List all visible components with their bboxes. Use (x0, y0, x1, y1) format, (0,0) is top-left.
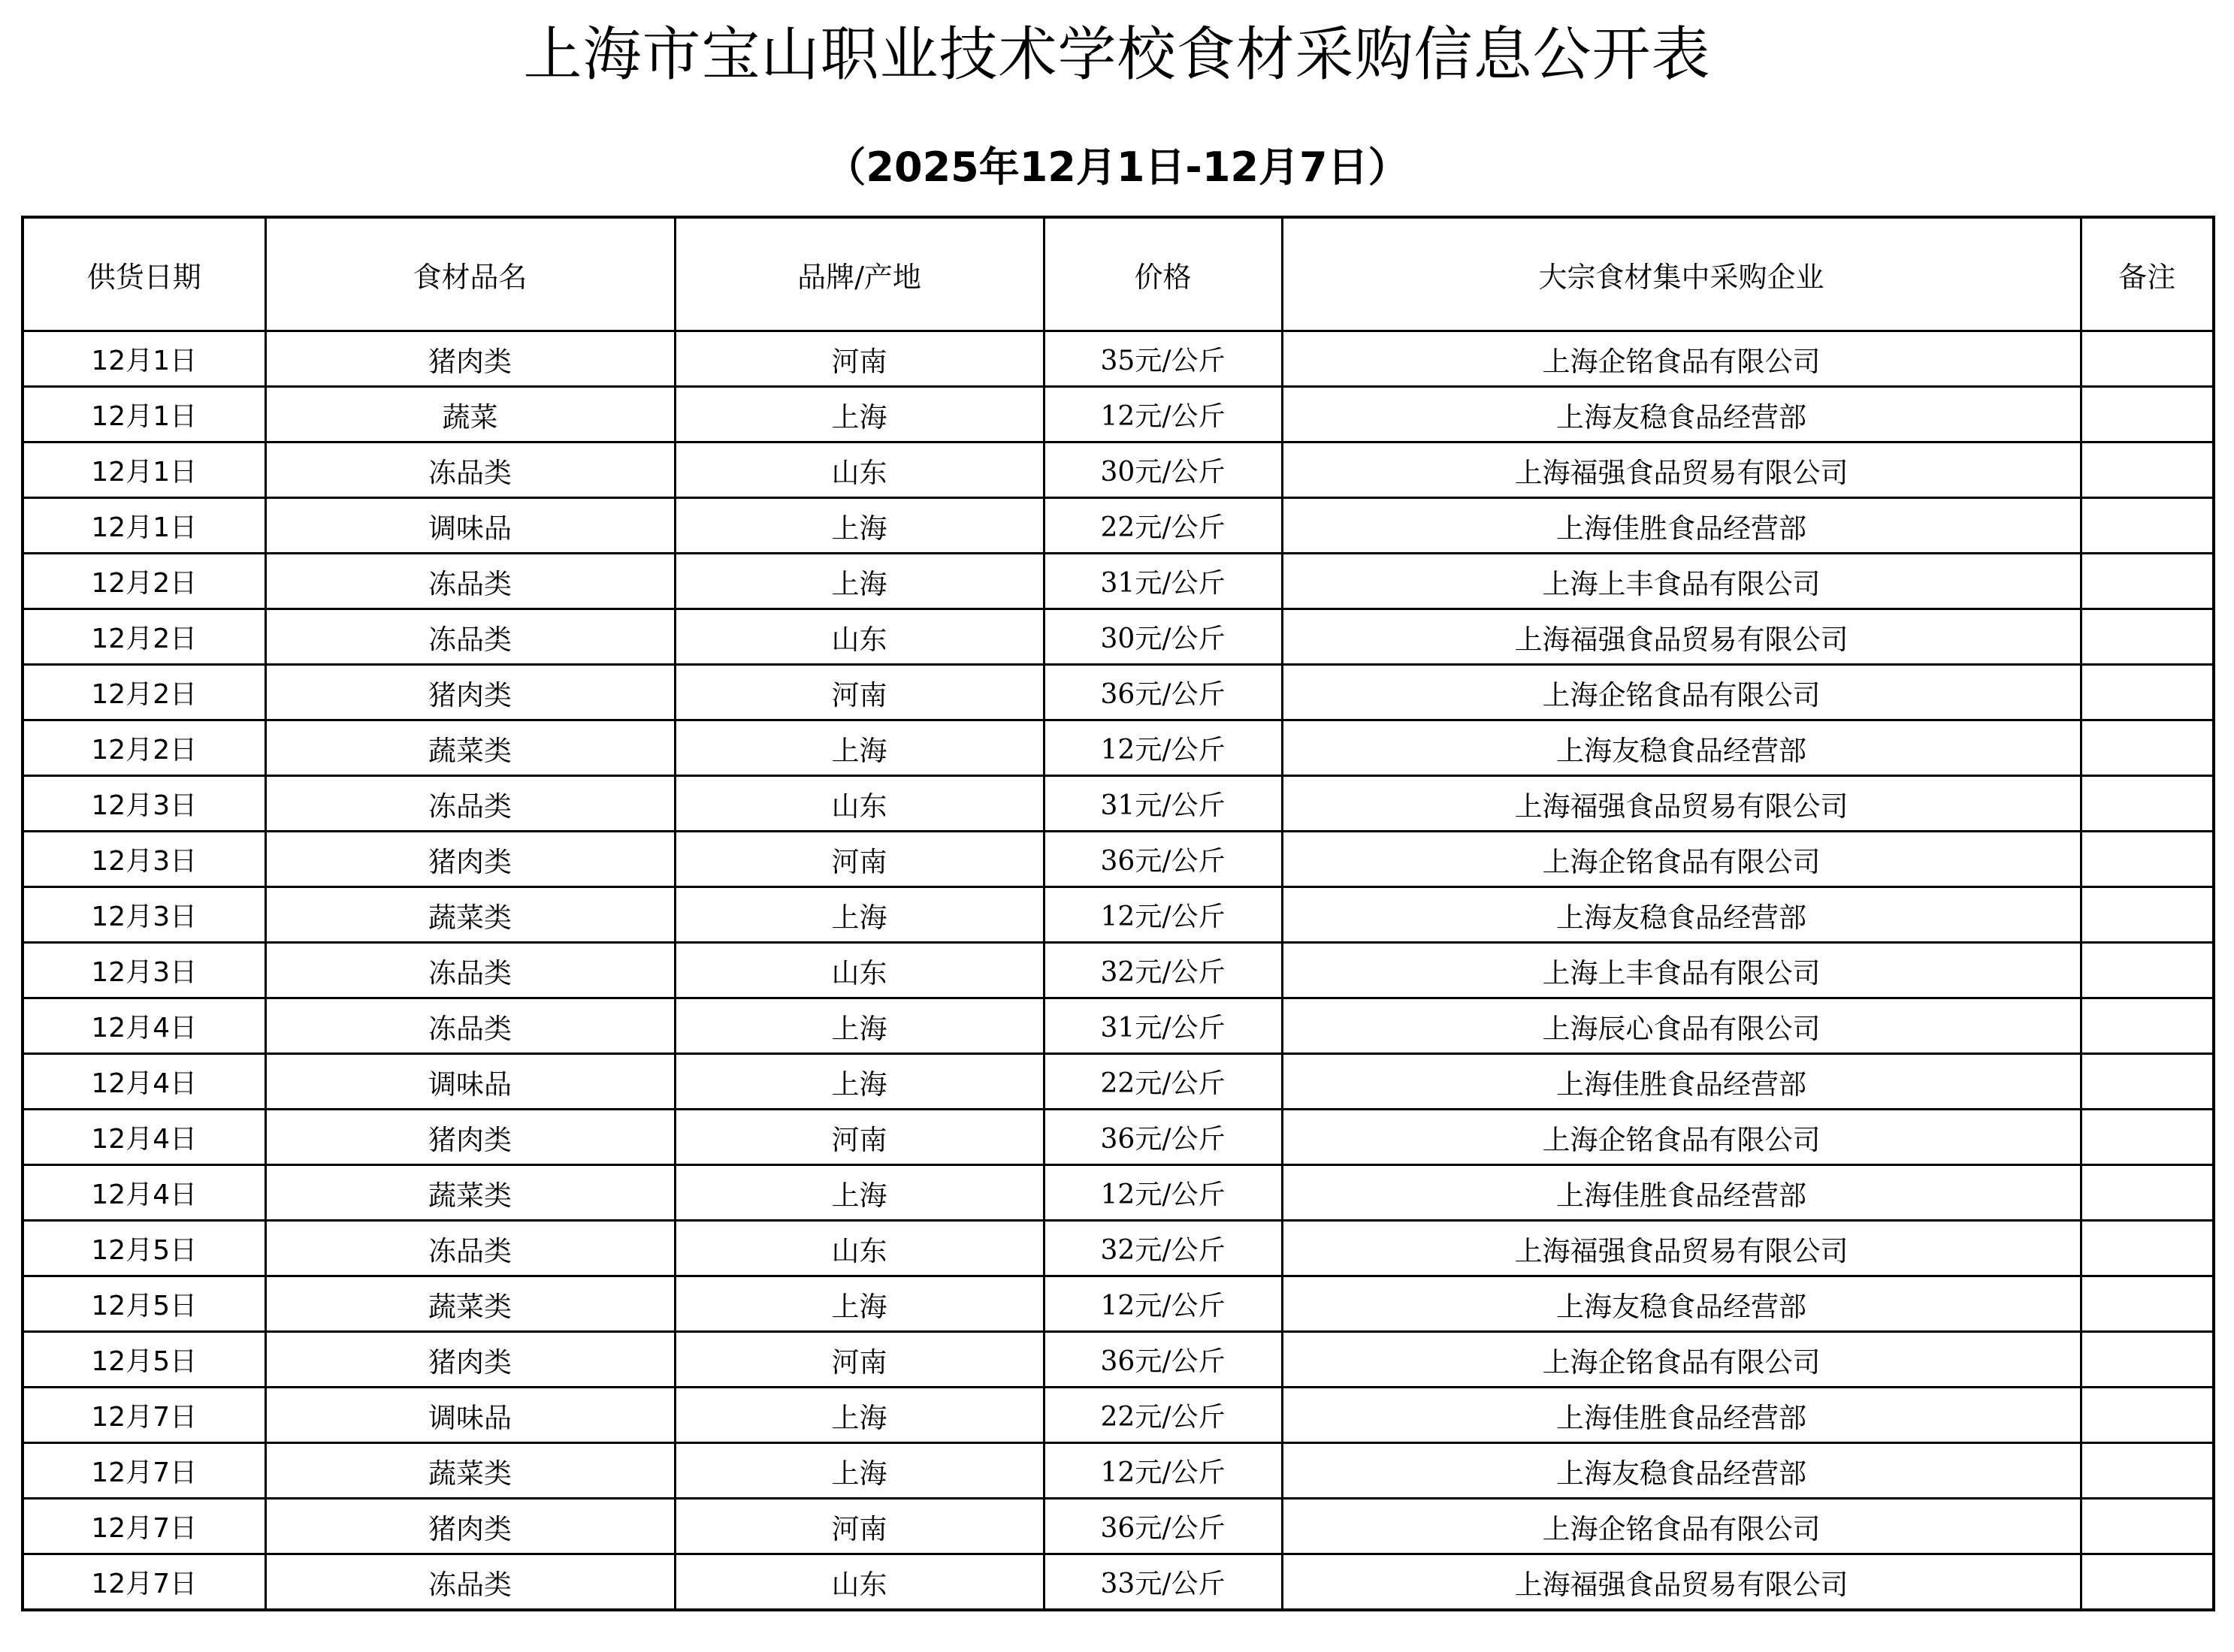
cell-note (2081, 1054, 2214, 1110)
table-row (23, 1443, 2214, 1499)
cell-supplier: 上海福强食品贸易有限公司 (1282, 1221, 2081, 1276)
table-row (23, 1276, 2214, 1332)
cell-date: 12月5日 (23, 1221, 265, 1276)
cell-item: 冻品类 (265, 943, 675, 998)
table-row (23, 1388, 2214, 1443)
table-row (23, 609, 2214, 665)
table-header (23, 217, 2214, 331)
cell-supplier: 上海福强食品贸易有限公司 (1282, 1554, 2081, 1611)
cell-price: 30元/公斤 (1044, 442, 1282, 498)
header-item: 食材品名 (265, 217, 675, 331)
cell-item: 猪肉类 (265, 665, 675, 720)
cell-note (2081, 943, 2214, 998)
table-row (23, 1110, 2214, 1165)
cell-date: 12月3日 (23, 943, 265, 998)
cell-note (2081, 665, 2214, 720)
cell-item: 蔬菜类 (265, 887, 675, 943)
cell-date: 12月4日 (23, 998, 265, 1054)
cell-item: 猪肉类 (265, 1499, 675, 1554)
cell-brand: 上海 (675, 1443, 1044, 1499)
cell-note (2081, 1221, 2214, 1276)
cell-supplier: 上海友稳食品经营部 (1282, 387, 2081, 442)
cell-supplier: 上海企铭食品有限公司 (1282, 1110, 2081, 1165)
cell-item: 冻品类 (265, 1221, 675, 1276)
cell-note (2081, 609, 2214, 665)
cell-note (2081, 832, 2214, 887)
table-row (23, 442, 2214, 498)
cell-supplier: 上海佳胜食品经营部 (1282, 1388, 2081, 1443)
cell-price: 36元/公斤 (1044, 1332, 1282, 1388)
cell-note (2081, 387, 2214, 442)
header-date: 供货日期 (23, 217, 265, 331)
cell-supplier: 上海佳胜食品经营部 (1282, 1054, 2081, 1110)
cell-price: 36元/公斤 (1044, 1110, 1282, 1165)
table-row (23, 887, 2214, 943)
cell-price: 33元/公斤 (1044, 1554, 1282, 1611)
cell-note (2081, 776, 2214, 832)
cell-supplier: 上海上丰食品有限公司 (1282, 554, 2081, 609)
procurement-table (21, 216, 2215, 1611)
header-supplier: 大宗食材集中采购企业 (1282, 217, 2081, 331)
cell-date: 12月2日 (23, 720, 265, 776)
cell-price: 36元/公斤 (1044, 1499, 1282, 1554)
cell-date: 12月2日 (23, 609, 265, 665)
table-row (23, 665, 2214, 720)
cell-brand: 河南 (675, 665, 1044, 720)
cell-item: 冻品类 (265, 442, 675, 498)
header-price: 价格 (1044, 217, 1282, 331)
header-row (23, 217, 2214, 331)
cell-item: 猪肉类 (265, 1332, 675, 1388)
cell-date: 12月1日 (23, 387, 265, 442)
cell-date: 12月7日 (23, 1554, 265, 1611)
cell-item: 调味品 (265, 498, 675, 554)
cell-item: 蔬菜 (265, 387, 675, 442)
cell-brand: 河南 (675, 1499, 1044, 1554)
cell-price: 32元/公斤 (1044, 1221, 1282, 1276)
cell-price: 31元/公斤 (1044, 998, 1282, 1054)
document-title: 上海市宝山职业技术学校食材采购信息公开表 (523, 21, 1711, 89)
cell-price: 12元/公斤 (1044, 887, 1282, 943)
cell-date: 12月4日 (23, 1054, 265, 1110)
cell-note (2081, 887, 2214, 943)
cell-supplier: 上海辰心食品有限公司 (1282, 998, 2081, 1054)
cell-item: 调味品 (265, 1388, 675, 1443)
cell-supplier: 上海福强食品贸易有限公司 (1282, 609, 2081, 665)
cell-price: 12元/公斤 (1044, 1443, 1282, 1499)
cell-date: 12月1日 (23, 331, 265, 387)
cell-brand: 上海 (675, 1276, 1044, 1332)
cell-supplier: 上海友稳食品经营部 (1282, 720, 2081, 776)
cell-date: 12月2日 (23, 665, 265, 720)
cell-supplier: 上海企铭食品有限公司 (1282, 665, 2081, 720)
cell-supplier: 上海佳胜食品经营部 (1282, 1165, 2081, 1221)
cell-brand: 上海 (675, 887, 1044, 943)
cell-item: 冻品类 (265, 998, 675, 1054)
cell-supplier: 上海佳胜食品经营部 (1282, 498, 2081, 554)
cell-brand: 上海 (675, 498, 1044, 554)
table-body (23, 331, 2214, 1611)
cell-note (2081, 998, 2214, 1054)
document-date-range: （2025年12月1日-12月7日） (825, 143, 1409, 191)
cell-item: 蔬菜类 (265, 1443, 675, 1499)
cell-date: 12月5日 (23, 1332, 265, 1388)
cell-brand: 上海 (675, 387, 1044, 442)
cell-brand: 山东 (675, 1221, 1044, 1276)
cell-brand: 上海 (675, 554, 1044, 609)
cell-note (2081, 554, 2214, 609)
cell-date: 12月1日 (23, 498, 265, 554)
table-row (23, 1054, 2214, 1110)
cell-note (2081, 720, 2214, 776)
cell-supplier: 上海友稳食品经营部 (1282, 1443, 2081, 1499)
cell-item: 猪肉类 (265, 1110, 675, 1165)
cell-brand: 山东 (675, 776, 1044, 832)
cell-note (2081, 1499, 2214, 1554)
cell-note (2081, 331, 2214, 387)
cell-supplier: 上海企铭食品有限公司 (1282, 1332, 2081, 1388)
cell-price: 31元/公斤 (1044, 776, 1282, 832)
cell-price: 35元/公斤 (1044, 331, 1282, 387)
cell-note (2081, 498, 2214, 554)
cell-brand: 河南 (675, 832, 1044, 887)
cell-price: 22元/公斤 (1044, 498, 1282, 554)
cell-item: 冻品类 (265, 1554, 675, 1611)
table-row (23, 1165, 2214, 1221)
cell-supplier: 上海友稳食品经营部 (1282, 1276, 2081, 1332)
cell-price: 22元/公斤 (1044, 1388, 1282, 1443)
cell-brand: 山东 (675, 1554, 1044, 1611)
cell-price: 31元/公斤 (1044, 554, 1282, 609)
cell-date: 12月3日 (23, 776, 265, 832)
cell-date: 12月4日 (23, 1110, 265, 1165)
cell-date: 12月3日 (23, 887, 265, 943)
table-row (23, 1499, 2214, 1554)
cell-item: 蔬菜类 (265, 720, 675, 776)
cell-note (2081, 1332, 2214, 1388)
table-row (23, 331, 2214, 387)
cell-supplier: 上海企铭食品有限公司 (1282, 1499, 2081, 1554)
cell-price: 12元/公斤 (1044, 720, 1282, 776)
cell-item: 调味品 (265, 1054, 675, 1110)
table-row (23, 1554, 2214, 1611)
cell-item: 冻品类 (265, 554, 675, 609)
cell-note (2081, 442, 2214, 498)
table-row (23, 720, 2214, 776)
cell-item: 猪肉类 (265, 331, 675, 387)
cell-supplier: 上海福强食品贸易有限公司 (1282, 442, 2081, 498)
cell-date: 12月7日 (23, 1443, 265, 1499)
table-row (23, 832, 2214, 887)
cell-item: 猪肉类 (265, 832, 675, 887)
cell-date: 12月7日 (23, 1499, 265, 1554)
table-row (23, 498, 2214, 554)
cell-brand: 河南 (675, 331, 1044, 387)
cell-brand: 上海 (675, 1388, 1044, 1443)
cell-brand: 河南 (675, 1332, 1044, 1388)
table-row (23, 998, 2214, 1054)
cell-brand: 河南 (675, 1110, 1044, 1165)
table-row (23, 1332, 2214, 1388)
cell-price: 22元/公斤 (1044, 1054, 1282, 1110)
cell-brand: 山东 (675, 609, 1044, 665)
cell-note (2081, 1165, 2214, 1221)
cell-note (2081, 1276, 2214, 1332)
cell-supplier: 上海福强食品贸易有限公司 (1282, 776, 2081, 832)
cell-price: 36元/公斤 (1044, 665, 1282, 720)
cell-item: 蔬菜类 (265, 1276, 675, 1332)
cell-supplier: 上海上丰食品有限公司 (1282, 943, 2081, 998)
cell-price: 12元/公斤 (1044, 1276, 1282, 1332)
cell-note (2081, 1110, 2214, 1165)
cell-supplier: 上海企铭食品有限公司 (1282, 331, 2081, 387)
cell-price: 30元/公斤 (1044, 609, 1282, 665)
header-brand: 品牌/产地 (675, 217, 1044, 331)
cell-brand: 山东 (675, 442, 1044, 498)
cell-item: 冻品类 (265, 776, 675, 832)
table-row (23, 387, 2214, 442)
cell-price: 36元/公斤 (1044, 832, 1282, 887)
cell-price: 12元/公斤 (1044, 1165, 1282, 1221)
cell-note (2081, 1443, 2214, 1499)
cell-date: 12月5日 (23, 1276, 265, 1332)
cell-note (2081, 1388, 2214, 1443)
cell-date: 12月1日 (23, 442, 265, 498)
table-row (23, 776, 2214, 832)
cell-date: 12月3日 (23, 832, 265, 887)
cell-supplier: 上海友稳食品经营部 (1282, 887, 2081, 943)
cell-date: 12月2日 (23, 554, 265, 609)
cell-brand: 上海 (675, 720, 1044, 776)
cell-brand: 上海 (675, 998, 1044, 1054)
table-row (23, 1221, 2214, 1276)
cell-price: 32元/公斤 (1044, 943, 1282, 998)
cell-note (2081, 1554, 2214, 1611)
header-note: 备注 (2081, 217, 2214, 331)
cell-price: 12元/公斤 (1044, 387, 1282, 442)
table-row (23, 554, 2214, 609)
cell-brand: 上海 (675, 1054, 1044, 1110)
cell-supplier: 上海企铭食品有限公司 (1282, 832, 2081, 887)
cell-date: 12月7日 (23, 1388, 265, 1443)
cell-date: 12月4日 (23, 1165, 265, 1221)
cell-item: 蔬菜类 (265, 1165, 675, 1221)
cell-item: 冻品类 (265, 609, 675, 665)
cell-brand: 上海 (675, 1165, 1044, 1221)
table-row (23, 943, 2214, 998)
cell-brand: 山东 (675, 943, 1044, 998)
